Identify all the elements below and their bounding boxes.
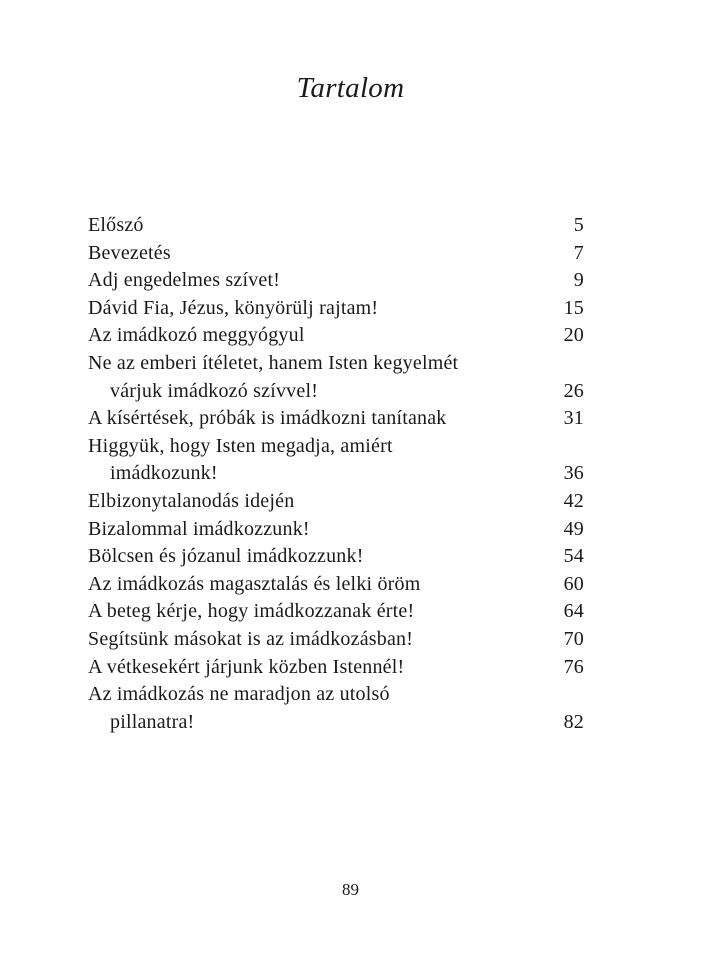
toc-entry [88, 295, 584, 323]
toc-entry [88, 654, 584, 682]
toc-entry-page: 20 [563, 324, 584, 347]
toc-entry-page: 15 [563, 296, 584, 319]
toc-entry-title-line: Adj engedelmes szívet! [88, 269, 281, 292]
toc-entry [88, 598, 584, 626]
page-number: 89 [342, 880, 359, 899]
toc-entry [88, 543, 584, 571]
toc-entry-page: 76 [563, 655, 584, 678]
toc-entry-title [88, 626, 544, 654]
toc-entry [88, 322, 584, 350]
toc-entry-page: 54 [563, 545, 584, 568]
toc-entry-title [88, 488, 544, 516]
toc-entry [88, 240, 584, 268]
toc-entry [88, 516, 584, 544]
toc-entry-title-line: várjuk imádkozó szívvel! [110, 379, 319, 402]
page-title: Tartalom [296, 72, 405, 104]
toc-entry-title-line: pillanatra! [110, 710, 195, 733]
toc-entry-page: 31 [563, 407, 584, 430]
toc-entry-title-line: A kísértések, próbák is imádkozni tanítanak [88, 407, 447, 430]
toc-entry-title [88, 405, 544, 433]
toc-entry-title [88, 267, 544, 295]
toc-entry [88, 433, 584, 488]
toc-entry-page: 36 [563, 462, 584, 485]
toc-entry [88, 405, 584, 433]
toc-entry-title-line: Ne az emberi ítéletet, hanem Isten kegyelmét [88, 351, 459, 374]
table-of-contents [88, 212, 584, 736]
toc-entry [88, 571, 584, 599]
toc-entry-title [88, 598, 544, 626]
toc-entry-title-line: Bizalommal imádkozzunk! [88, 517, 310, 540]
toc-entry-title-line: imádkozunk! [110, 462, 218, 485]
toc-entry-page: 5 [573, 214, 584, 236]
toc-entry-title-line: Segítsünk másokat is az imádkozásban! [88, 627, 414, 650]
toc-entry-title-line: A vétkesekért járjunk közben Istennél! [88, 655, 405, 678]
toc-entry-title-line: Dávid Fia, Jézus, könyörülj rajtam! [88, 296, 379, 319]
toc-entry-title [88, 212, 544, 240]
toc-entry-page: 9 [573, 269, 584, 292]
toc-entry-title [88, 433, 544, 488]
toc-entry-title-line: Elbizonytalanodás idején [88, 489, 295, 512]
toc-entry-title [88, 571, 544, 599]
toc-entry-title-line: Az imádkozás ne maradjon az utolsó [88, 683, 390, 706]
toc-entry-title [88, 516, 544, 544]
toc-entry-page: 42 [563, 489, 584, 512]
toc-entry-title-line: Bölcsen és józanul imádkozzunk! [88, 545, 364, 568]
toc-entry-page: 82 [563, 710, 584, 733]
toc-entry [88, 212, 584, 240]
toc-entry-title [88, 543, 544, 571]
toc-entry-page: 49 [563, 517, 584, 540]
toc-entry-title-line: Az imádkozó meggyógyul [88, 324, 305, 347]
toc-entry-title-line: A beteg kérje, hogy imádkozzanak érte! [88, 600, 415, 623]
toc-entry-title [88, 654, 544, 682]
toc-entry-title-line: Higgyük, hogy Isten megadja, amiért [88, 434, 393, 457]
toc-entry [88, 681, 584, 736]
toc-entry-title [88, 295, 544, 323]
toc-entry-page: 26 [563, 379, 584, 402]
toc-entry [88, 267, 584, 295]
toc-entry-title-line: Az imádkozás magasztalás és lelki öröm [88, 572, 421, 595]
toc-entry [88, 488, 584, 516]
toc-entry [88, 350, 584, 405]
toc-entry-page: 60 [563, 572, 584, 595]
toc-entry-title [88, 322, 544, 350]
toc-entry-page: 64 [563, 600, 584, 623]
toc-entry [88, 626, 584, 654]
toc-entry-title [88, 240, 544, 268]
toc-entry-title-line: Előszó [88, 214, 144, 236]
toc-entry-page: 7 [573, 241, 584, 264]
toc-entry-title [88, 350, 544, 405]
toc-entry-title-line: Bevezetés [88, 241, 171, 264]
toc-entry-title [88, 681, 544, 736]
toc-entry-page: 70 [563, 627, 584, 650]
